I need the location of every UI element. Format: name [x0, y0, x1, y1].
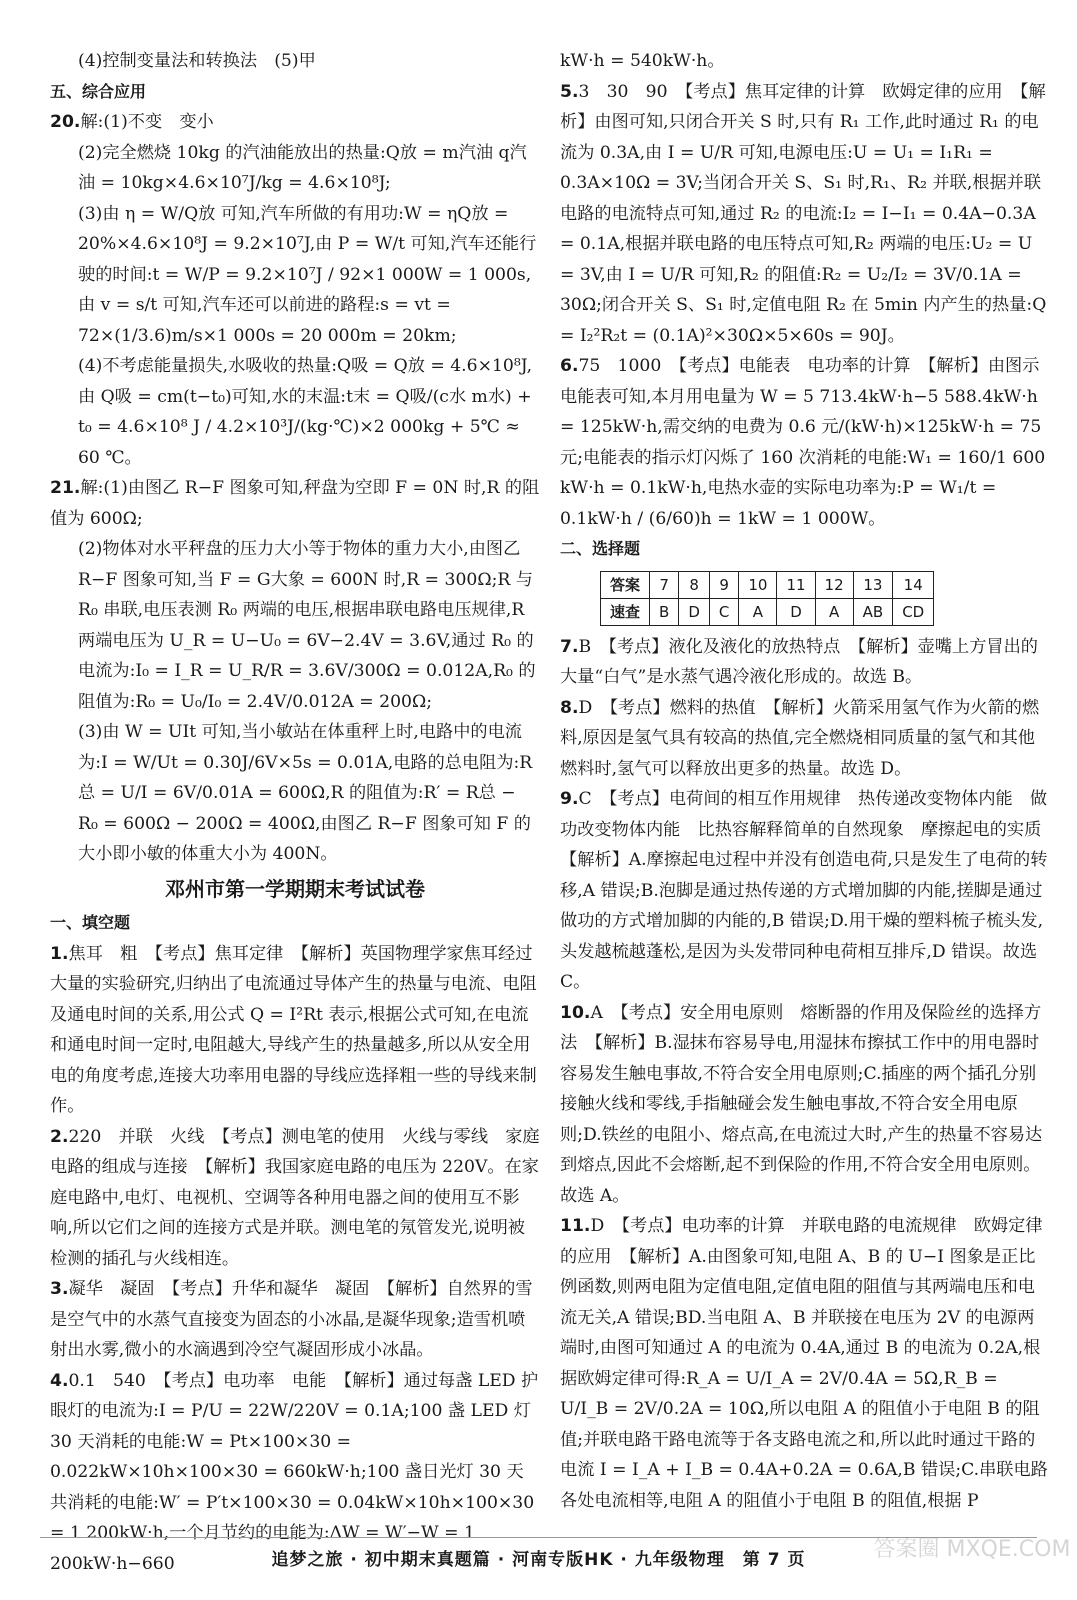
answer-paragraph	[50, 1122, 540, 1275]
answer-table-header: 速查	[601, 598, 650, 625]
paragraph-text: kW·h = 540kW·h。	[560, 51, 725, 71]
answer-paragraph	[560, 77, 1050, 352]
question-number: 1.	[50, 943, 69, 964]
answer-paragraph	[50, 717, 540, 870]
answer-cell: B	[650, 598, 679, 625]
paragraph-text: (4)不考虑能量损失,水吸收的热量:Q吸 = Q放 = 4.6×10⁸J,由 Q吸 = cm(t−t₀)可知,水的末温:t末 = Q吸/(c水 m水) + t₀ = 4.6×10⁸ J / 4.2×10³J/(kg·℃)×2 000kg + 5℃ ≈ 60 ℃。	[78, 356, 533, 468]
paragraph-text: 焦耳 粗 【考点】焦耳定律 【解析】英国物理学家焦耳经过大量的实验研究,归纳出了电流通过导体产生的热量与电流、电阻及通电时间的关系,用公式 Q = I²Rt 表示,根据公式可知,在电流和通电时间一定时,电阻越大,导线产生的热量越多,所以从安全用电的角度考虑,连接大功率用电器的导线应选择粗一些的导线来制作。	[50, 943, 537, 1116]
paragraph-text: A 【考点】安全用电原则 熔断器的作用及保险丝的选择方法 【解析】B.湿抹布容易导电,用湿抹布擦拭工作中的用电器时容易发生触电事故,不符合安全用电原则;C.插座的两个插孔分别接触火线和零线,手指触碰会发生触电事故,不符合安全用电原则;D.铁丝的电阻小、熔点高,在电流过大时,产生的热量不容易达到熔点,因此不会熔断,起不到保险的作用,不符合安全用电原则。故选 A。	[560, 1002, 1043, 1206]
section-heading	[560, 534, 1050, 565]
exam-title	[50, 874, 540, 905]
question-number: 7.	[560, 636, 579, 657]
question-number: 9.	[560, 789, 579, 809]
question-number-cell: 13	[853, 571, 893, 598]
answer-cell: C	[709, 598, 738, 625]
answer-paragraph	[50, 534, 540, 717]
question-number-cell: 7	[650, 571, 679, 598]
right-column	[560, 46, 1059, 1516]
paragraph-text: 0.1 540 【考点】电功率 电能 【解析】通过每盏 LED 护眼灯的电流为:I = P/U = 22W/220V = 0.1A;100 盏 LED 灯 30 天消耗的电能:W = Pt×100×30 = 0.022kW×10h×100×30 = 660kW·h;100 盏日光灯 30 天共消耗的电能:W′ = P′t×100×30 = 0.04kW×10h×100×30 = 1 200kW·h,一个月节约的电能为:ΔW = W′−W = 1 200kW·h−660	[50, 1370, 539, 1574]
question-number-cell: 11	[777, 571, 815, 598]
paragraph-text: 解:(1)由图乙 R−F 图象可知,秤盘为空即 F = 0N 时,R 的阻值为 600Ω;	[50, 478, 540, 529]
paragraph-text: 凝华 凝固 【考点】升华和凝华 凝固 【解析】自然界的雪是空气中的水蒸气直接变为固态的小冰晶,是凝华现象;造雪机喷射出水雾,微小的水滴遇到冷空气凝固形成小冰晶。	[50, 1279, 533, 1360]
answer-table-header: 答案	[601, 571, 650, 598]
paragraph-text: (4)控制变量法和转换法 (5)甲	[78, 51, 316, 71]
page-footer: 追梦之旅 · 初中期末真题篇 · 河南专版HK · 九年级物理 第 7 页	[271, 1550, 806, 1570]
answer-paragraph	[560, 998, 1050, 1212]
paragraph-text: (2)物体对水平秤盘的压力大小等于物体的重力大小,由图乙 R−F 图象可知,当 F = G大象 = 600N 时,R = 300Ω;R 与 R₀ 串联,电压表测 R₀ 两端的电压,根据串联电路电压规律,R 两端电压为 U_R = U−U₀ = 6V−2.4V = 3.6V,通过 R₀ 的电流为:I₀ = I_R = U_R/R = 3.6V/300Ω = 0.012A,R₀ 的阻值为:R₀ = U₀/I₀ = 2.4V/0.012A = 200Ω;	[78, 539, 536, 712]
paragraph-text: (3)由 η = W/Q放 可知,汽车所做的有用功:W = ηQ放 = 20%×4.6×10⁸J = 9.2×10⁷J,由 P = W/t 可知,汽车还能行驶的时间:t = W/P = 9.2×10⁷J / 92×1 000W = 1 000s,由 v = s/t 可知,汽车还可以前进的路程:s = vt = 72×(1/3.6)m/s×1 000s = 20 000m = 20km;	[78, 203, 537, 346]
answer-paragraph	[560, 632, 1050, 693]
answer-paragraph	[560, 1211, 1050, 1516]
question-number-cell: 14	[893, 571, 934, 598]
paragraph-text: 一、填空题	[50, 913, 131, 932]
question-number-cell: 12	[815, 571, 853, 598]
answer-cell: CD	[893, 598, 934, 625]
answer-paragraph	[560, 46, 1050, 77]
answer-cell: D	[777, 598, 815, 625]
answer-paragraph	[50, 107, 540, 138]
answer-cell: A	[739, 598, 777, 625]
answer-paragraph	[560, 784, 1059, 998]
answer-paragraph	[560, 351, 1050, 534]
answer-paragraph	[50, 138, 540, 199]
answer-paragraph	[50, 46, 540, 77]
answer-table	[600, 571, 934, 626]
answer-paragraph	[50, 473, 540, 534]
paragraph-text: C 【考点】电荷间的相互作用规律 热传递改变物体内能 做功改变物体内能 比热容解释简单的自然现象 摩擦起电的实质 【解析】A.摩擦起电过程中并没有创造电荷,只是发生了电荷的转移,A 错误;B.泡脚是通过热传递的方式增加脚的内能,搓脚是通过做功的方式增加脚的内能的,B 错误;D.用干燥的塑料梳子梳头发,头发越梳越蓬松,是因为头发带同种电荷相互排斥,D 错误。故选 C。	[560, 789, 1059, 992]
question-number: 5.	[560, 81, 579, 102]
question-number: 2.	[50, 1126, 69, 1147]
paragraph-text: (2)完全燃烧 10kg 的汽油能放出的热量:Q放 = m汽油 q汽油 = 10kg×4.6×10⁷J/kg = 4.6×10⁸J;	[78, 142, 527, 193]
paragraph-text: 二、选择题	[560, 539, 641, 558]
paragraph-text: B 【考点】液化及液化的放热特点 【解析】壶嘴上方冒出的大量“白气”是水蒸气遇冷液化形成的。故选 B。	[560, 636, 1038, 687]
question-number: 6.	[560, 356, 579, 376]
question-number-cell: 8	[679, 571, 710, 598]
watermark-logo	[873, 1530, 1071, 1590]
answer-cell: D	[679, 598, 710, 625]
question-number-cell: 10	[739, 571, 777, 598]
paragraph-text: 解:(1)不变 变小	[80, 112, 214, 132]
watermark-text: 答案圈 MXQE.COM	[873, 1537, 1071, 1562]
answer-cell: A	[815, 598, 853, 625]
paragraph-text: 邓州市第一学期期末考试试卷	[165, 876, 425, 901]
paragraph-text: (3)由 W = UIt 可知,当小敏站在体重秤上时,电路中的电流为:I = W/Ut = 0.30J/6V×5s = 0.01A,电路的总电阻为:R总 = U/I = 6V/0.01A = 600Ω,R 的阻值为:R′ = R总 − R₀ = 600Ω − 200Ω = 400Ω,由图乙 R−F 图象可知 F 的大小即小敏的体重大小为 400N。	[78, 722, 533, 864]
paragraph-text: D 【考点】燃料的热值 【解析】火箭采用氢气作为火箭的燃料,原因是氢气具有较高的热值,完全燃烧相同质量的氢气和其他燃料时,氢气可以释放出更多的热量。故选 D。	[560, 697, 1040, 779]
section-heading	[50, 908, 540, 939]
left-column	[50, 46, 540, 1579]
answer-paragraph	[50, 199, 540, 352]
section-heading	[50, 77, 540, 108]
answer-paragraph	[560, 693, 1050, 785]
question-number: 20.	[50, 112, 81, 132]
question-number-cell: 9	[709, 571, 738, 598]
paragraph-text: D 【考点】电功率的计算 并联电路的电流规律 欧姆定律的应用 【解析】A.由图象可知,电阻 A、B 的 U−I 图象是正比例函数,则两电阻为定值电阻,定值电阻的阻值与其两端电压和电流无关,A 错误;BD.当电阻 A、B 并联接在电压为 2V 的电源两端时,由图可知通过 A 的电流为 0.4A,通过 B 的电流为 0.2A,根据欧姆定律可得:R_A = U/I_A = 2V/0.4A = 5Ω,R_B = U/I_B = 2V/0.2A = 10Ω,所以电阻 A 的阻值小于电阻 B 的阻值;并联电路干路电流等于各支路电流之和,所以此时通过干路的电流 I = I_A + I_B = 0.4A+0.2A = 0.6A,B 错误;C.串联电路各处电流相等,电阻 A 的阻值小于电阻 B 的阻值,根据 P	[560, 1216, 1048, 1511]
question-number: 3.	[50, 1279, 69, 1299]
question-number: 21.	[50, 478, 81, 498]
question-number: 11.	[560, 1216, 591, 1236]
answer-paragraph	[50, 351, 540, 473]
paragraph-text: 3 30 90 【考点】焦耳定律的计算 欧姆定律的应用 【解析】由图可知,只闭合开关 S 时,只有 R₁ 工作,此时通过 R₁ 的电流为 0.3A,由 I = U/R 可知,电源电压:U = U₁ = I₁R₁ = 0.3A×10Ω = 3V;当闭合开关 S、S₁ 时,R₁、R₂ 并联,根据并联电路的电流特点可知,通过 R₂ 的电流:I₂ = I−I₁ = 0.4A−0.3A = 0.1A,根据并联电路的电压特点可知,R₂ 两端的电压:U₂ = U = 3V,由 I = U/R 可知,R₂ 的阻值:R₂ = U₂/I₂ = 3V/0.1A = 30Ω;闭合开关 S、S₁ 时,定值电阻 R₂ 在 5min 内产生的热量:Q = I₂²R₂t = (0.1A)²×30Ω×5×60s = 90J。	[560, 81, 1047, 346]
paragraph-text: 五、综合应用	[50, 81, 147, 101]
question-number: 8.	[560, 697, 579, 718]
paragraph-text: 220 并联 火线 【考点】测电笔的使用 火线与零线 家庭电路的组成与连接 【解析】我国家庭电路的电压为 220V。在家庭电路中,电灯、电视机、空调等各种用电器之间的使用互不影响,所以它们之间的连接方式是并联。测电笔的氖管发光,说明被检测的插孔与火线相连。	[50, 1126, 540, 1269]
question-number: 10.	[560, 1002, 591, 1023]
answer-cell: AB	[853, 598, 893, 625]
answer-paragraph	[50, 1274, 540, 1366]
paragraph-text: 75 1000 【考点】电能表 电功率的计算 【解析】由图示电能表可知,本月用电量为 W = 5 713.4kW·h−5 588.4kW·h = 125kW·h,需交纳的电费为 0.6 元/(kW·h)×125kW·h = 75 元;电能表的指示灯闪烁了 160 次消耗的电能:W₁ = 160/1 600 kW·h = 0.1kW·h,电热水壶的实际电功率为:P = W₁/t = 0.1kW·h / (6/60)h = 1kW = 1 000W。	[560, 356, 1046, 529]
answer-paragraph	[50, 939, 540, 1122]
question-number: 4.	[50, 1370, 69, 1391]
